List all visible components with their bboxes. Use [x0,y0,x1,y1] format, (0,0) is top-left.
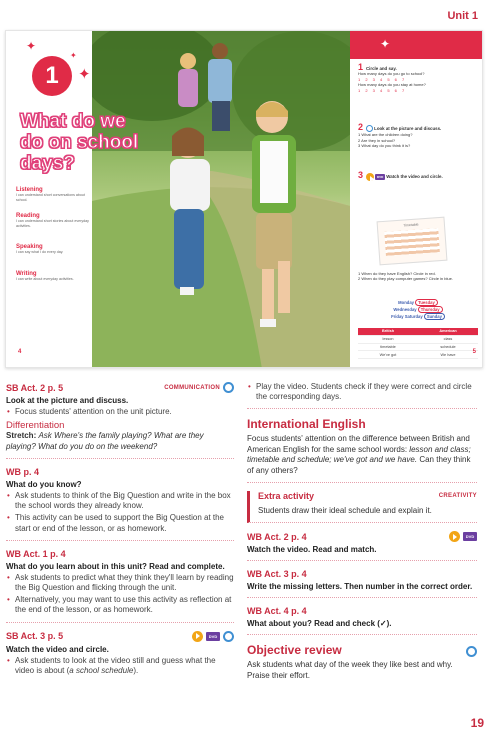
student-book-spread [5,30,483,368]
intl-text: Focus students' attention on the difference between British and American English for the same school words: [247,434,470,454]
day-label: Friday [391,314,404,319]
skill-heading: Listening [16,187,43,193]
sparkle-icon: ✦ [70,51,77,60]
communication-icon [223,382,234,393]
communication-icon [466,646,477,657]
day-label: Monday [398,300,414,305]
section-title: WB Act. 4 p. 4 [247,606,307,617]
bae-header-american: American [418,328,478,336]
activity-line: 1 What are the children doing? [358,132,413,138]
activity-3 [358,170,478,181]
skill-speaking [16,244,90,255]
left-page-number: 4 [18,349,22,355]
intl-text: Can they think of any others? [247,455,471,475]
page-number: 19 [470,716,484,730]
timetable-label: Timetable [403,222,419,228]
bae-cell: schedule [418,344,478,352]
differentiation-heading: Differentiation [6,420,65,432]
skill-heading: Speaking [16,244,43,250]
wb-act-3-section [247,569,477,598]
british-american-table [358,328,478,359]
wb-act-4-section [247,606,477,635]
bullet: • This activity can be used to support the Big Question at the start or end of the lesson, or as homework. [6,513,234,533]
extra-activity-heading: Extra activity [258,491,315,502]
skill-text: I can write about everyday activities. [16,277,74,281]
instruction: Watch the video and circle. [6,644,109,654]
section-title: WB Act. 3 p. 4 [247,569,307,580]
international-english-section [247,417,477,483]
day-label: Thursday [418,306,443,313]
section-title: WB p. 4 [6,467,39,478]
activity-number: 2 [358,122,364,132]
extra-activity-section [247,491,477,523]
day-label: Tuesday [415,299,438,306]
skill-writing [16,271,90,282]
intl-italic: lesson and class; timetable and schedule; we've got and we have. [247,444,471,465]
activity-2 [358,122,478,149]
sparkle-icon: ✦ [78,66,91,83]
instruction: What do you know? [6,480,82,490]
objective-review-text: Ask students what day of the week they like best and why. Praise their effort. [247,660,453,680]
bullet: • Ask students to think of the Big Question and write in the box the school words they already know. [6,491,234,511]
activity-1 [358,62,478,93]
bullet [6,656,234,676]
international-english-heading: International English [247,417,366,432]
bae-cell: We have [418,351,478,359]
unit-number-badge: 1 [32,56,72,96]
bullet: • Alternatively, you may want to use this activity as reflection at the end of the lesson, or as homework. [6,595,234,615]
activity-line: 2 Are they in school? [358,137,396,143]
play-video-icon [192,631,203,642]
activity-line: 2 When do they play computer games? Circle in blue. [358,276,453,282]
activity-line: 1 When do they have English? Circle in red. [358,271,436,276]
days-of-week [358,299,478,320]
section-title: SB Act. 2 p. 5 [6,382,64,393]
bae-cell: class [418,336,478,344]
notes-right-column [247,382,477,681]
activity-number: 1 [358,62,364,72]
activity-3-questions [358,271,478,282]
media-icons [449,531,477,542]
bullet: • Ask students to predict what they think they'll learn by reading the Big Question and flicking through the unit. [6,573,234,593]
creativity-tag: CREATIVITY [438,493,477,500]
bullet-text: Ask students to look at the video still and guess what the video is about ( [15,655,216,675]
tag-label: COMMUNICATION [164,384,220,391]
sparkle-icon: ✦ [380,37,391,51]
skill-listening [16,187,90,202]
day-label: Sunday [424,313,445,320]
unit-tag: Unit 1 [447,10,478,22]
objective-review-section [247,643,477,681]
section-title: SB Act. 3 p. 5 [6,631,64,642]
activity-title: Circle and say. [366,66,397,71]
bullet-italic: a school schedule [69,665,134,675]
unit-photo [92,31,350,367]
skill-text: I can understand short stories about everyday activities. [16,219,89,228]
skill-text: I can understand short conversations about school. [16,193,85,202]
communication-tag [164,382,234,393]
dvd-icon: DVD [463,532,477,541]
bae-cell: lesson [358,336,418,344]
activity-line: How many days do you stay at home? [358,82,426,88]
bullet-text: ). [133,665,139,675]
skill-reading [16,213,90,228]
wb-act-2-section [247,531,477,561]
activity-digits: 1 2 3 4 5 6 7 [358,87,407,93]
big-question-title: What do we do on school days? [20,111,139,174]
timetable-grid [384,228,440,256]
communication-icon [223,631,234,642]
right-page-header-band [350,31,483,59]
activity-title: Watch the video and circle. [386,174,443,180]
stretch-label: Stretch: [6,431,37,441]
instruction: Write the missing letters. Then number in the correct order. [247,582,473,592]
wb-act-1-section [6,549,234,623]
bae-cell: We've got [358,351,418,359]
instruction: Look at the picture and discuss. [6,396,129,405]
dvd-icon: DVD [376,175,384,180]
bae-header-british: British [358,328,418,336]
media-icons [192,631,234,642]
notes-left-column [6,382,234,690]
objective-review-heading: Objective review [247,643,342,658]
day-label: Wednesday [393,307,417,312]
dvd-icon: DVD [206,632,220,641]
stretch-text: Ask Where's the family playing? What are they playing? What do you do on the weekend? [6,431,204,451]
skill-text: I can say what I do every day. [16,250,64,254]
bullet: • Focus students' attention on the unit picture. [6,407,234,417]
instruction: What do you learn about in this unit? Read and complete. [6,561,225,571]
play-video-icon [449,531,460,542]
right-page-number: 5 [472,349,476,355]
activity-number: 3 [358,170,364,181]
section-title: WB Act. 1 p. 4 [6,548,66,559]
activity-title: Look at the picture and discuss. [374,126,442,131]
bullet: • Play the video. Students check if they were correct and circle the corresponding days. [247,382,477,402]
sb-act-2-section [6,382,234,459]
play-video-section [247,382,477,409]
skill-heading: Writing [16,271,37,277]
instruction: What about you? Read and check (✓). [247,619,392,629]
skill-heading: Reading [16,213,40,219]
timetable-card [377,217,448,266]
activity-digits: 1 2 3 4 5 6 7 [358,76,407,82]
play-video-icon [366,173,374,181]
activity-line: How many days do you go to school? [358,71,425,77]
sb-act-3-section [6,631,234,682]
family-running-illustration [92,31,350,367]
bae-cell: timetable [358,344,418,352]
section-title: WB Act. 2 p. 4 [247,531,307,542]
right-page [350,31,483,367]
sparkle-icon: ✦ [26,39,37,53]
extra-activity-text: Students draw their ideal schedule and explain it. [258,506,432,516]
communication-icon [366,125,373,132]
left-page [6,31,92,367]
wb-p4-section [6,467,234,541]
day-label: Saturday [404,314,423,319]
instruction: Watch the video. Read and match. [247,545,377,555]
activity-line: 3 What day do you think it is? [358,143,411,149]
